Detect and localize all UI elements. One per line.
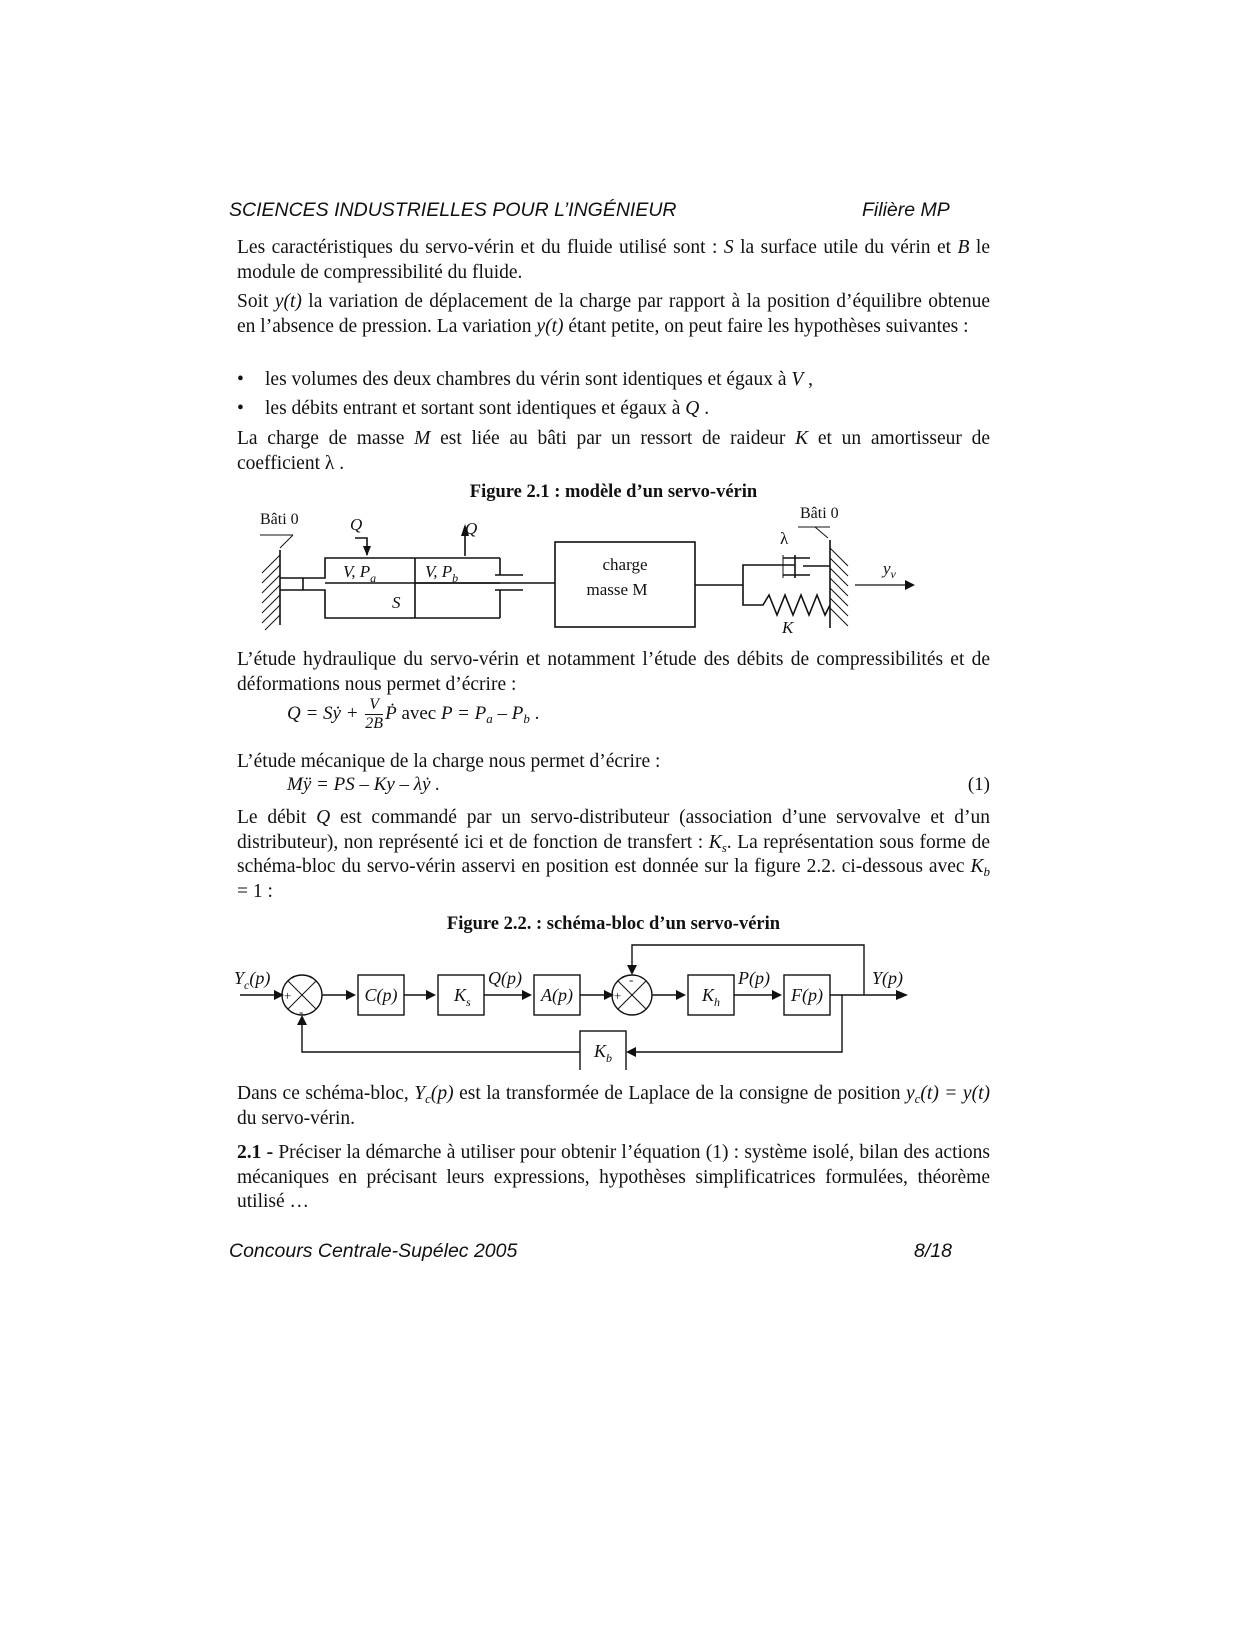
label-bati-right: Bâti 0 bbox=[800, 505, 839, 522]
math-q: Q bbox=[316, 807, 331, 828]
math-p: (p) bbox=[430, 1083, 454, 1104]
math-sub-c: c bbox=[914, 1091, 921, 1106]
text: . La représentation sous forme de schéma-bloc du servo-vérin asservi en position est donnée sur la figure 2.2. ci-dessous avec bbox=[237, 831, 990, 877]
label-axis: $y_v$ bbox=[883, 559, 896, 581]
text: Le débit bbox=[237, 807, 317, 828]
arrow-ks bbox=[426, 990, 436, 1000]
figure-1-servo-verin-model bbox=[255, 500, 935, 645]
math-y: Y bbox=[414, 1083, 426, 1104]
label-chamber-a: V, $P_a$ bbox=[343, 562, 377, 585]
label-q-in: Q bbox=[350, 515, 363, 534]
math-sub-b: b bbox=[983, 864, 990, 879]
label-block-kh: $K_h$ bbox=[702, 985, 721, 1009]
arrow-a bbox=[522, 990, 532, 1000]
text: Dans ce schéma-bloc, bbox=[237, 1083, 415, 1104]
right-wall-hatch bbox=[830, 548, 848, 626]
math-y-t: y(t) bbox=[274, 291, 302, 312]
label-load-line1: charge bbox=[602, 555, 648, 574]
math-k: K bbox=[795, 428, 809, 449]
label-block-c: C(p) bbox=[364, 985, 398, 1005]
sum2-minus: - bbox=[629, 972, 634, 987]
paragraph-displacement bbox=[237, 290, 990, 339]
bullet-flows bbox=[237, 397, 990, 422]
label-damper: λ bbox=[780, 529, 789, 548]
eq-p-dot: Ṗ bbox=[385, 702, 397, 724]
math-y-t: y(t) bbox=[536, 315, 564, 337]
figure-2-block-diagram bbox=[232, 940, 932, 1070]
eq-avec: avec bbox=[396, 702, 441, 724]
text: le module de compressibilité du fluide. bbox=[237, 237, 990, 283]
eq-denominator: 2B bbox=[365, 715, 384, 732]
bati-right-pointer bbox=[815, 527, 828, 538]
axis-arrowhead bbox=[905, 580, 915, 590]
arrow-output bbox=[896, 990, 908, 1000]
running-footer-left: Concours Centrale-Supélec 2005 bbox=[229, 1240, 518, 1262]
text: . bbox=[699, 398, 710, 419]
eq-motion-number: (1) bbox=[967, 774, 990, 795]
bullet-volumes bbox=[237, 368, 990, 393]
running-header-right: Filière MP bbox=[862, 199, 950, 221]
left-wall-hatch bbox=[262, 555, 280, 630]
label-q-out: Q bbox=[465, 519, 478, 538]
arrow-c bbox=[346, 990, 356, 1000]
label-block-a: A(p) bbox=[541, 985, 573, 1005]
text: , bbox=[803, 369, 814, 390]
label-piston-area: S bbox=[392, 593, 401, 612]
text: du servo-vérin. bbox=[237, 1107, 356, 1129]
text: . bbox=[334, 452, 345, 474]
math-sub-s: s bbox=[721, 839, 727, 855]
eq-numerator: V bbox=[365, 696, 383, 715]
label-load-line2: masse M bbox=[586, 580, 648, 599]
sum1-plus: + bbox=[284, 988, 292, 1003]
math-k: K bbox=[970, 856, 984, 877]
bullet-mark: • bbox=[237, 369, 244, 390]
label-chamber-b: V, $P_b$ bbox=[425, 562, 459, 585]
math-sub-c: c bbox=[425, 1091, 431, 1106]
math-b: B bbox=[957, 237, 970, 258]
question-2-1 bbox=[237, 1141, 990, 1215]
text: la surface utile du vérin et bbox=[733, 237, 958, 258]
equation-flow bbox=[287, 696, 1040, 733]
sum2-plus: + bbox=[614, 988, 622, 1003]
math-k: K bbox=[708, 831, 722, 853]
text: est commandé par un servo-distributeur (association d’une servovalve et d’un distributeur), non représenté ici et de fonction de transfert : bbox=[237, 807, 990, 853]
math-y: y bbox=[905, 1083, 915, 1104]
math-m: M bbox=[414, 428, 431, 449]
text: est la transformée de Laplace de la consigne de position bbox=[453, 1083, 906, 1104]
text: Les caractéristiques du servo-vérin et du fluide utilisé sont : bbox=[237, 237, 724, 258]
label-input: $Y_c(p)$ bbox=[234, 968, 271, 992]
label-block-ks: $K_s$ bbox=[454, 985, 471, 1009]
text: les volumes des deux chambres du vérin sont identiques et égaux à bbox=[265, 369, 792, 390]
eq-sub-a: a bbox=[486, 710, 493, 726]
label-output: Y(p) bbox=[872, 968, 903, 988]
math-q: Q bbox=[685, 398, 700, 419]
math-s: S bbox=[723, 237, 734, 258]
bati-left-pointer bbox=[280, 535, 293, 548]
text: étant petite, on peut faire les hypothèses suivantes : bbox=[563, 315, 969, 337]
label-signal-q: Q(p) bbox=[488, 968, 522, 988]
eq-minus-p: – P bbox=[492, 702, 524, 724]
eq-motion-text: Mÿ = PS – Ky – λẏ . bbox=[287, 774, 440, 795]
eq-end: . bbox=[529, 702, 540, 724]
page-number: 8/18 bbox=[914, 1240, 952, 1262]
port-a-arrowhead bbox=[363, 546, 371, 556]
label-spring: K bbox=[782, 618, 794, 637]
label-block-f: F(p) bbox=[791, 985, 823, 1005]
math-equality: (t) = y(t) bbox=[920, 1083, 990, 1104]
text: est liée au bâti par un ressort de raideur bbox=[430, 428, 796, 449]
label-bati-left: Bâti 0 bbox=[260, 511, 299, 528]
paragraph-laplace bbox=[237, 1082, 990, 1131]
paragraph-hydraulic: L’étude hydraulique du servo-vérin et notamment l’étude des débits de compressibilités et de déformations nous permet d’écrire : bbox=[237, 649, 990, 695]
text: et un amortisseur de coefficient bbox=[237, 428, 990, 474]
text: = 1 : bbox=[237, 880, 273, 902]
eq-sub-b: b bbox=[523, 710, 530, 726]
arrow-f bbox=[772, 990, 782, 1000]
eq-lhs: Q = Sẏ + bbox=[287, 702, 359, 724]
wire-outer-feedback-left bbox=[302, 1019, 580, 1052]
text: Soit bbox=[237, 291, 275, 312]
math-v: V bbox=[791, 369, 804, 390]
text: la variation de déplacement de la charge par rapport à la position d’équilibre obtenue en l’absence de pression. La variation bbox=[237, 291, 990, 337]
paragraph-servo-distributor bbox=[237, 806, 990, 904]
math-lambda: λ bbox=[324, 452, 335, 474]
arrow-kh bbox=[676, 990, 686, 1000]
label-block-kb: $K_b$ bbox=[594, 1041, 613, 1065]
figure-1-title: Figure 2.1 : modèle d’un servo-vérin bbox=[469, 482, 758, 502]
paragraph-characteristics bbox=[237, 236, 990, 285]
sum1-minus: - bbox=[299, 1004, 304, 1019]
paragraph-mechanical: L’étude mécanique de la charge nous permet d’écrire : bbox=[237, 751, 661, 772]
text: les débits entrant et sortant sont identiques et égaux à bbox=[265, 398, 686, 419]
bullet-mark: • bbox=[237, 398, 244, 419]
eq-fraction bbox=[365, 696, 383, 733]
eq-p: P = P bbox=[441, 702, 487, 724]
paragraph-mass bbox=[237, 427, 990, 476]
running-header-left: SCIENCES INDUSTRIELLES POUR L’INGÉNIEUR bbox=[229, 199, 677, 221]
spring bbox=[743, 585, 830, 615]
label-signal-p: P(p) bbox=[738, 968, 770, 988]
cylinder-bottom bbox=[303, 590, 500, 618]
question-text: Préciser la démarche à utiliser pour obtenir l’équation (1) : système isolé, bilan des actions mécaniques en précisant leurs expressions, hypothèses simplificatrices formulées, théorème utilisé … bbox=[237, 1142, 991, 1212]
question-number: 2.1 - bbox=[237, 1142, 274, 1163]
equation-motion bbox=[287, 774, 990, 796]
figure-2-title: Figure 2.2. : schéma-bloc d’un servo-vérin bbox=[446, 914, 781, 934]
arrow-kb bbox=[626, 1047, 636, 1057]
text: La charge de masse bbox=[237, 428, 415, 449]
